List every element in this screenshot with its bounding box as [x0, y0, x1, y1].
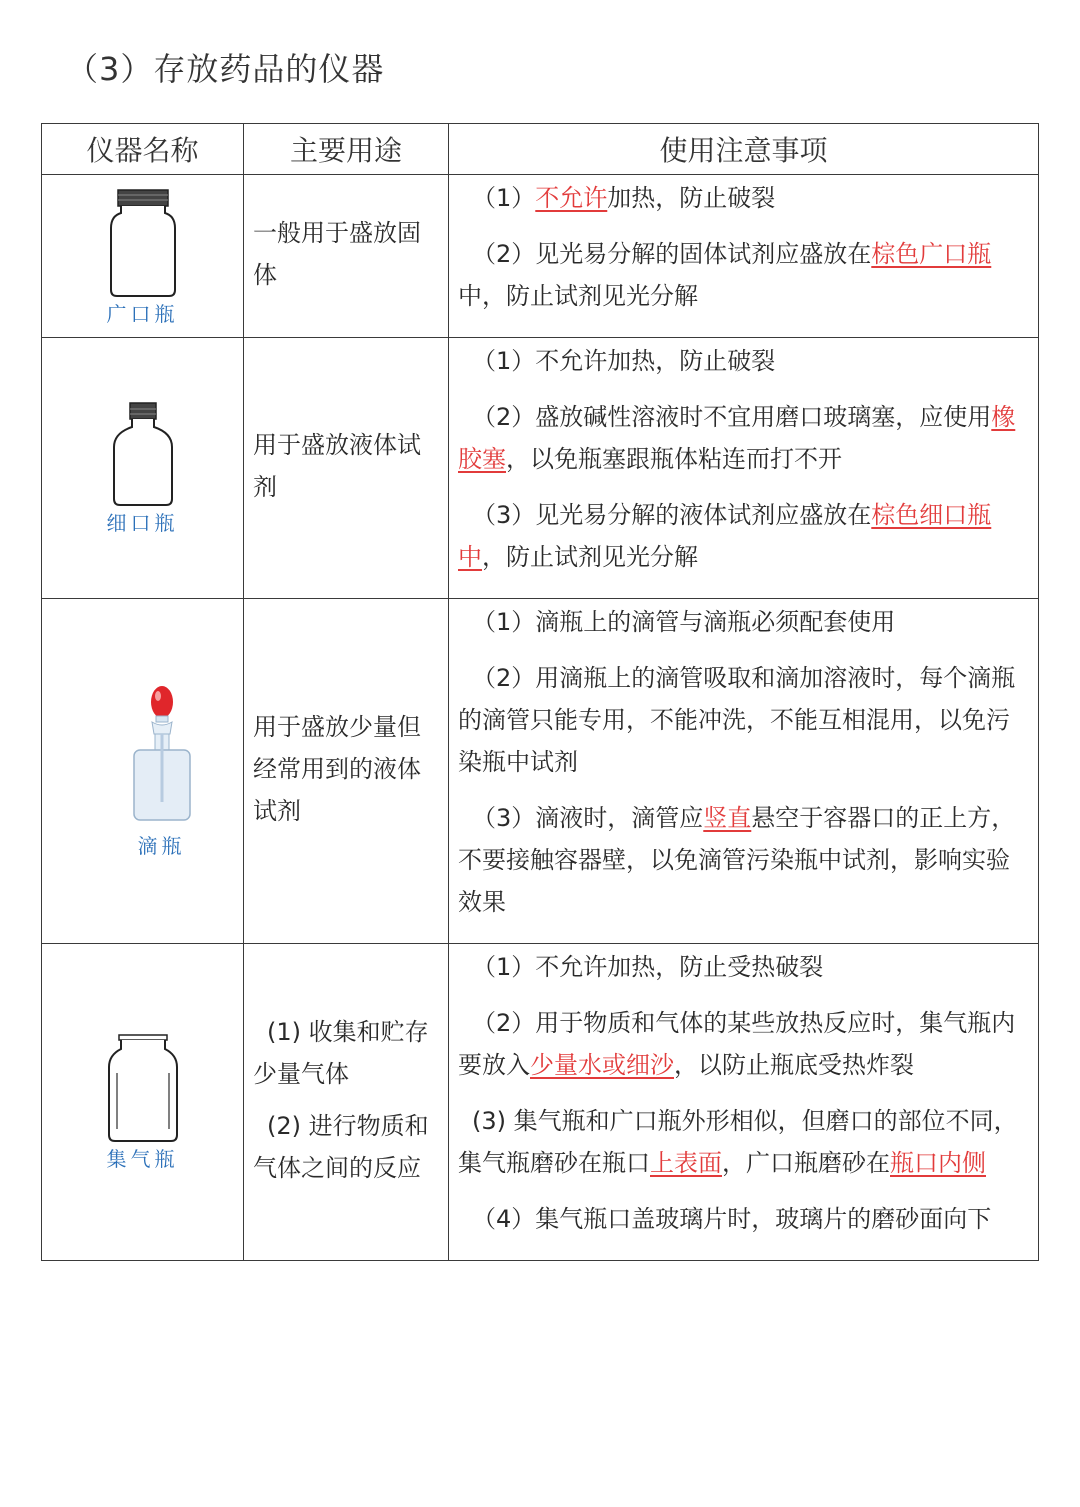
- note-text: (3) 集气瓶和广口瓶外形相似，但磨口的部位不同，集气瓶磨砂在瓶口: [458, 1107, 1018, 1177]
- instrument-name: 滴瓶: [137, 833, 186, 858]
- note-highlight: 少量水或细沙: [530, 1051, 674, 1079]
- use-text: 用于盛放液体试剂: [253, 431, 421, 501]
- note-text: （2）用滴瓶上的滴管吸取和滴加溶液时，每个滴瓶的滴管只能专用，不能冲洗，不能互相混用，以免污染瓶中试剂: [458, 664, 1016, 776]
- note-highlight: 棕色广口瓶: [871, 240, 992, 268]
- instrument-cell: [42, 599, 244, 944]
- table-row: [42, 944, 1039, 1261]
- note-text: （3）滴液时，滴管应: [472, 804, 704, 832]
- note-item: [458, 177, 1030, 219]
- use-cell: [244, 944, 449, 1261]
- use-text: 一般用于盛放固体: [253, 219, 421, 289]
- note-text: （1）: [472, 184, 536, 212]
- instrument-table: [41, 123, 1039, 1261]
- use-cell: [244, 599, 449, 944]
- note-highlight: 瓶口内侧: [890, 1149, 986, 1177]
- instrument-name: 集气瓶: [106, 1146, 179, 1171]
- note-item: [458, 1100, 1030, 1184]
- note-text: ，以免瓶塞跟瓶体粘连而打不开: [506, 445, 842, 473]
- instrument-name: 广口瓶: [106, 301, 179, 326]
- note-item: [458, 396, 1030, 480]
- use-cell: [244, 338, 449, 599]
- wide-mouth-bottle-icon: [103, 186, 183, 298]
- note-highlight: 上表面: [650, 1149, 722, 1177]
- narrow-mouth-bottle-icon: [108, 401, 178, 507]
- note-item: [458, 797, 1030, 923]
- table-row: [42, 599, 1039, 944]
- note-highlight: 橡胶塞: [458, 403, 1016, 473]
- header-name: 仪器名称: [42, 124, 244, 175]
- note-text: ，广口瓶磨砂在: [722, 1149, 890, 1177]
- note-text: （1）不允许加热，防止受热破裂: [472, 953, 824, 981]
- note-text: （2）盛放碱性溶液时不宜用磨口玻璃塞，应使用: [472, 403, 992, 431]
- note-text: ，防止试剂见光分解: [482, 543, 698, 571]
- table-row: [42, 338, 1039, 599]
- section-title: （3）存放药品的仪器: [66, 50, 385, 88]
- table-header-row: [42, 124, 1039, 175]
- note-text: （4）集气瓶口盖玻璃片时，玻璃片的磨砂面向下: [472, 1205, 992, 1233]
- notes-cell: [449, 599, 1039, 944]
- note-item: [458, 946, 1030, 988]
- use-cell: [244, 175, 449, 338]
- note-item: [458, 1198, 1030, 1240]
- instrument-cell: [42, 175, 244, 338]
- note-text: 加热，防止破裂: [607, 184, 776, 212]
- header-notes: 使用注意事项: [449, 124, 1039, 175]
- gas-collecting-bottle-icon: [103, 1033, 183, 1143]
- note-text: 中，防止试剂见光分解: [458, 282, 698, 310]
- note-text: ，以防止瓶底受热炸裂: [674, 1051, 914, 1079]
- note-text: （3）见光易分解的液体试剂应盛放在: [472, 501, 872, 529]
- use-text: (2) 进行物质和气体之间的反应: [253, 1112, 429, 1182]
- note-text: （1）滴瓶上的滴管与滴瓶必须配套使用: [472, 608, 896, 636]
- use-text: 用于盛放少量但经常用到的液体试剂: [253, 713, 421, 825]
- instrument-name: 细口瓶: [106, 510, 179, 535]
- notes-cell: [449, 944, 1039, 1261]
- note-highlight: 不允许: [535, 184, 608, 212]
- note-text: 悬空于容器口的正上方，不要接触容器壁，以免滴管污染瓶中试剂，影响实验效果: [458, 804, 1016, 916]
- note-item: [458, 233, 1030, 317]
- dropper-bottle-icon: [130, 684, 194, 824]
- note-item: [458, 1002, 1030, 1086]
- note-text: （2）用于物质和气体的某些放热反应时，集气瓶内要放入: [458, 1009, 1016, 1079]
- instrument-cell: [42, 944, 244, 1261]
- instrument-cell: [42, 338, 244, 599]
- use-text: (1) 收集和贮存少量气体: [253, 1018, 429, 1088]
- note-item: [458, 494, 1030, 578]
- note-highlight: 竖直: [703, 804, 752, 832]
- note-highlight: 棕色细口瓶中: [458, 501, 992, 571]
- note-text: （2）见光易分解的固体试剂应盛放在: [472, 240, 872, 268]
- header-use: 主要用途: [244, 124, 449, 175]
- note-item: [458, 340, 1030, 382]
- notes-cell: [449, 338, 1039, 599]
- notes-cell: [449, 175, 1039, 338]
- note-text: （1）不允许加热，防止破裂: [472, 347, 776, 375]
- table-row: [42, 175, 1039, 338]
- note-item: [458, 601, 1030, 643]
- note-item: [458, 657, 1030, 783]
